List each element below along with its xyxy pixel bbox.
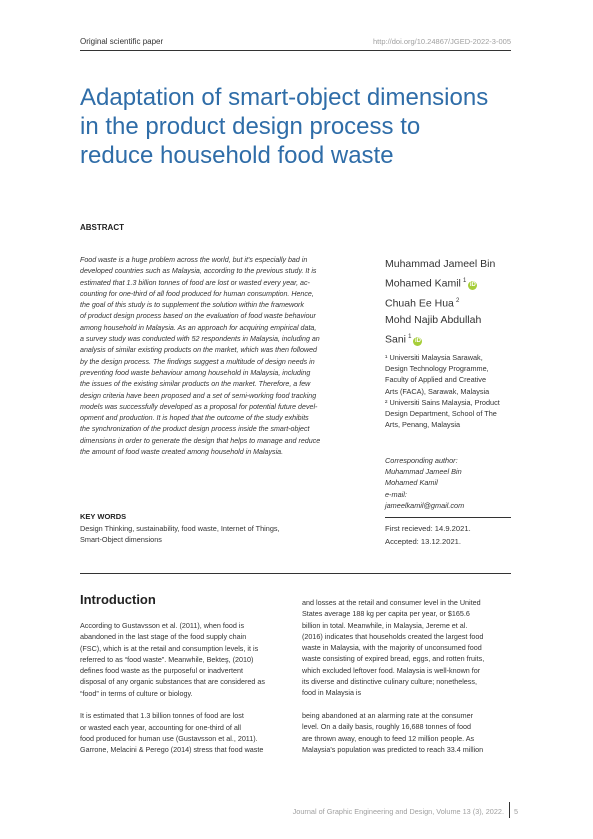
author-list <box>385 256 525 349</box>
text-line: Design Department, School of The <box>385 409 497 419</box>
paragraph <box>80 620 290 699</box>
footer-divider <box>509 802 510 818</box>
text-line: (FSC), which is at the retail and consumption levels, it is <box>80 643 259 653</box>
text-line: Mohamed Kamil <box>385 478 438 488</box>
received-date: First recieved: 14.9.2021. <box>385 524 471 533</box>
text-line: Malaysia's population was predicted to reach 33.4 million <box>302 744 484 754</box>
title-line: Adaptation of smart-object dimensions <box>80 84 489 111</box>
text-line: among household in Malaysia. As an approach for acquiring empirical data, <box>80 323 317 332</box>
text-line: abandoned in the last stage of the food supply chain <box>80 632 247 642</box>
author-name-text: Chuah Ee Hua <box>385 297 454 309</box>
paper-type-label: Original scientific paper <box>80 37 164 46</box>
section-divider <box>80 573 511 574</box>
text-line: Muhammad Jameel Bin <box>385 467 462 477</box>
text-line: of product design process based on the evaluation of food waste behaviour <box>80 312 316 321</box>
title-line: in the product design process to <box>80 113 421 140</box>
author-name-text: Sani <box>385 333 407 346</box>
text-line: jameelkamil@gmail.com <box>385 500 465 510</box>
text-line: “food” in terms of culture or biology. <box>80 688 193 698</box>
paragraph <box>80 710 290 755</box>
text-line: or wasted each year, accounting for one-third of all <box>80 722 242 732</box>
text-line: analysis of similar existing products on the market, which was then followed <box>80 346 317 355</box>
keywords-line: Design Thinking, sustainability, food waste, Internet of Things, <box>80 524 280 533</box>
author-name-cont <box>385 329 525 349</box>
text-line: models was successfully developed as a proposal for potential future devel- <box>80 402 318 411</box>
text-line: the synchronization of the product design process inside the smart-object <box>80 425 310 434</box>
text-line: It is estimated that 1.3 billion tonnes of food are lost <box>80 711 244 721</box>
introduction-heading: Introduction <box>80 592 156 607</box>
text-line: counting for one-third of all food produced for human consumption. Hence, <box>80 289 314 298</box>
text-line: are thrown away, enough to feed 12 million people. As <box>302 733 475 743</box>
text-line: States average 188 kg per capita per year, or $165.6 <box>302 609 470 619</box>
text-line: Corresponding author: <box>385 456 458 465</box>
journal-footer: Journal of Graphic Engineering and Design, Volume 13 (3), 2022. <box>292 807 504 816</box>
text-line: Faculty of Applied and Creative <box>385 375 486 385</box>
paragraph <box>302 597 514 699</box>
keywords-heading: KEY WORDS <box>80 512 127 521</box>
text-line: defines food waste as the purposeful or inadvertent <box>80 666 244 676</box>
text-line: waste in Malaysia, with the majority of unconsumed food <box>302 643 482 653</box>
text-line: Food waste is a huge problem across the world, but it's especially bad in <box>80 256 308 264</box>
body-column-right <box>302 597 514 766</box>
affiliation-marker: 2 <box>456 297 460 304</box>
text-line: dimensions in order to generate the design that helps to manage and reduce <box>80 436 321 445</box>
title-line: reduce household food waste <box>80 142 394 169</box>
text-line: the amount of food waste created among household in Malaysia. <box>80 448 284 457</box>
body-column-left <box>80 620 290 767</box>
text-line: waste consisting of expired bread, eggs, and rotten fruits, <box>302 654 485 664</box>
text-line: a survey study was conducted with 52 respondents in Malaysia, including an <box>80 335 320 344</box>
affiliation-marker: 1 <box>408 334 412 340</box>
orcid-icon[interactable]: iD <box>414 337 421 344</box>
author-name: Mohd Najib Abdullah <box>385 314 482 326</box>
author-name <box>385 293 525 313</box>
text-line: disposal of any organic substances that are considered as <box>80 677 265 687</box>
doi-link[interactable]: http://doi.org/10.24867/JGED-2022-3-005 <box>372 37 511 46</box>
text-line: its diverse and distinctive culinary culture; nonetheless, <box>302 677 477 687</box>
text-line: preventing food waste behaviour among household in Malaysia, including <box>80 368 311 377</box>
text-line: According to Gustavsson et al. (2011), when food is <box>80 621 245 630</box>
header-divider <box>80 50 511 51</box>
text-line: referred to as “food waste”. Meanwhile, Bekteş, (2010) <box>80 654 254 664</box>
text-line: Arts (FACA), Sarawak, Malaysia <box>385 386 490 396</box>
paper-title <box>80 83 520 170</box>
text-line: by the design process. The findings suggest a multitude of design needs in <box>80 357 315 366</box>
text-line: opment and production. It is hoped that the outcome of the study exhibits <box>80 414 309 423</box>
text-line: (2016) indicates that households created the largest food <box>302 631 484 641</box>
text-line: and losses at the retail and consumer level in the United <box>302 598 481 607</box>
corresponding-author <box>385 455 520 511</box>
text-line: billion in total. Meanwhile, in Malaysia, Jereme et al. <box>302 620 468 630</box>
author-name: Muhammad Jameel Bin <box>385 258 496 270</box>
orcid-icon[interactable]: iD <box>469 281 476 288</box>
keywords-list <box>80 523 360 546</box>
text-line: the goal of this study is to supplement the solution within the framework <box>80 301 304 310</box>
page-number: 5 <box>514 807 519 816</box>
text-line: ² Universiti Sains Malaysia, Product <box>385 397 500 407</box>
text-line: being abandoned at an alarming rate at the consumer <box>302 710 474 720</box>
text-line: the issues of the existing similar products on the market. Therefore, a few <box>80 380 311 389</box>
author-name-text: Mohamed Kamil <box>385 277 461 290</box>
author-name-cont <box>385 273 525 293</box>
keywords-line: Smart-Object dimensions <box>80 535 162 545</box>
abstract-body <box>80 255 363 458</box>
affiliation-marker: 1 <box>462 278 467 284</box>
text-line: Garrone, Melacini & Perego (2014) stress that food waste <box>80 745 264 755</box>
affiliations <box>385 352 520 430</box>
accepted-date: Accepted: 13.12.2021. <box>385 537 461 546</box>
submission-dates <box>385 522 520 548</box>
text-line: Arts, Penang, Malaysia <box>385 420 461 430</box>
text-line: developed countries such as Malaysia, according to the previous study. It is <box>80 267 317 276</box>
paragraph <box>302 710 514 755</box>
text-line: estimated that 1.3 billion tonnes of food are lost or wasted every year, ac- <box>80 278 310 287</box>
text-line: design criteria have been proposed and a set of semi-working food tracking <box>80 391 317 400</box>
text-line: food produced for human use (Gustavsson et al., 2011). <box>80 733 258 743</box>
text-line: e-mail: <box>385 489 407 499</box>
text-line: food in Malaysia is <box>302 688 362 698</box>
text-line: which excluded leftover food. Malaysia is well-known for <box>302 665 481 675</box>
dates-divider <box>385 517 511 518</box>
abstract-heading: ABSTRACT <box>80 223 124 232</box>
text-line: Design Technology Programme, <box>385 364 489 374</box>
text-line: ¹ Universiti Malaysia Sarawak, <box>385 353 483 362</box>
text-line: level. On a daily basis, roughly 16,688 tonnes of food <box>302 722 472 732</box>
